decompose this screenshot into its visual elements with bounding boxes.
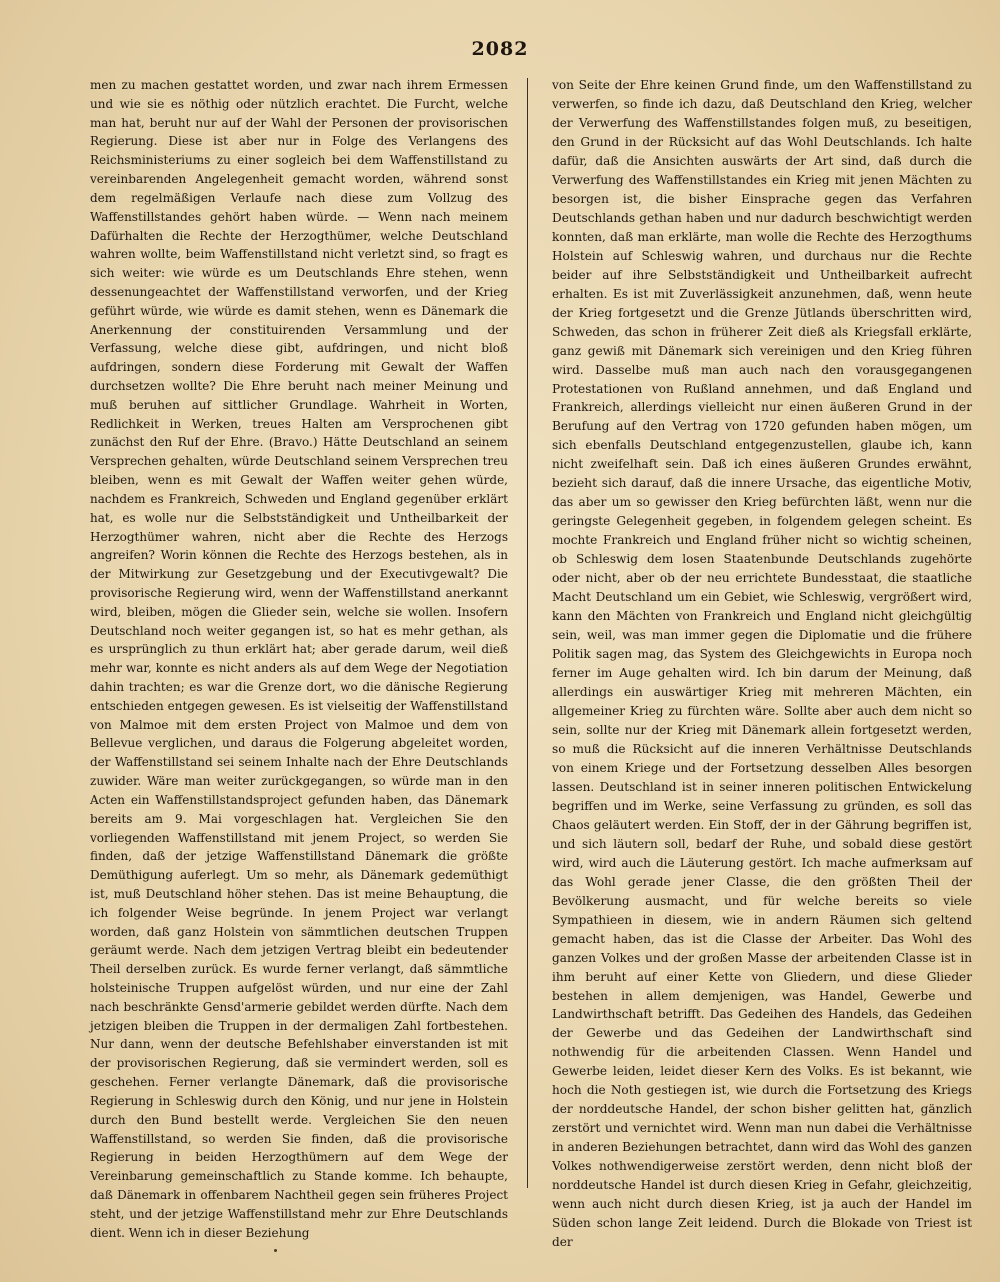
print-speck (274, 1249, 277, 1252)
column-divider (527, 78, 528, 1188)
right-column-text: von Seite der Ehre keinen Grund finde, um den Waffenstillstand zu verwerfen, so finde ich dazu, daß Deutschland den Krieg, welcher der Verwerfung des Waffenstillstandes folgen muß, zu beseitigen, den Grund in der Rücksicht auf das Wohl Deutschlands. Ich halte dafür, daß die Ansichten auswärts der Art sind, daß durch die Verwerfung des Waffenstillstandes ein Krieg mit jenen Mächten zu besorgen ist, die bisher Einsprache gegen das Verfahren Deutschlands gethan haben und nur dadurch beschwichtigt werden konnten, daß man erklärte, man wolle die Rechte des Herzogthums Holstein auf Schleswig wahren, und durchaus nur die Rechte beider auf ihre Selbstständigkeit und Untheilbarkeit aufrecht erhalten. Es ist mit Zuverlässigkeit anzunehmen, daß, wenn heute der Krieg fortgesetzt und die Grenze Jütlands überschritten wird, Schweden, das schon in früherer Zeit dieß als Kriegsfall erklärte, ganz gewiß mit Dänemark sich vereinigen und den Krieg führen wird. Dasselbe muß man auch nach den vorausgegangenen Protestationen von Rußland annehmen, und daß England und Frankreich, allerdings vielleicht nur einen äußeren Grund in der Berufung auf den Vertrag von 1720 gefunden haben mögen, um sich ebenfalls Deutschland entgegenzustellen, glaube ich, kann nicht zweifelhaft sein. Daß ich eines äußeren Grundes erwähnt, bezieht sich darauf, daß die innere Ursache, das eigentliche Motiv, das aber um so gewisser den Krieg befürchten läßt, wenn nur die geringste Gelegenheit gegeben, in folgendem gelegen scheint. Es mochte Frankreich und England früher nicht so wichtig scheinen, ob Schleswig dem losen Staatenbunde Deutschlands zugehörte oder nicht, aber ob der neu errichtete Bundesstaat, die staatliche Macht Deutschland um ein Gebiet, wie Schleswig, vergrößert wird, kann den Mächten von Frankreich und England nicht gleichgültig sein, weil, was man immer gegen die Diplomatie und die frühere Politik sagen mag, das System des Gleichgewichts in Europa noch ferner im Auge gehalten wird. Ich bin darum der Meinung, daß allerdings ein auswärtiger Krieg mit mehreren Mächten, ein allgemeiner Krieg zu fürchten wäre. Sollte aber auch dem nicht so sein, sollte nur der Krieg mit Dänemark allein fortgesetzt werden, so muß die Rücksicht auf die inneren Verhältnisse Deutschlands von einem Kriege und der Fortsetzung desselben Alles besorgen lassen. Deutschland ist in seiner inneren politischen Entwickelung begriffen und im Werke, seine Verfassung zu gründen, es soll das Chaos geläutert werden. Ein Stoff, der in der Gährung begriffen ist, und sich läutern soll, bedarf der Ruhe, und sobald diese gestört wird, wird auch die Läuterung gestört. Ich mache aufmerksam auf das Wohl gerade jener Classe, die den größten Theil der Bevölkerung ausmacht, und für welche bereits so viele Sympathieen in diesem, wie in andern Räumen sich geltend gemacht haben, das ist die Classe der Arbeiter. Das Wohl des ganzen Volkes und der großen Masse der arbeitenden Classe ist in ihm beruht auf einer Kette von Gliedern, und diese Glieder bestehen in allem demjenigen, was Handel, Gewerbe und Landwirthschaft betrifft. Das Gedeihen des Handels, das Gedeihen der Gewerbe und das Gedeihen der Landwirthschaft sind nothwendig für die arbeitenden Classen. Wenn Handel und Gewerbe leiden, leidet dieser Kern des Volks. Es ist bekannt, wie hoch die Noth gestiegen ist, wie durch die Fortsetzung des Kriegs der norddeutsche Handel, der schon bisher gelitten hat, gänzlich zerstört und vernichtet wird. Wenn man nun dabei die Verhältnisse in anderen Beziehungen betrachtet, dann wird das Wohl des ganzen Volkes nothwendigerweise zerstört werden, denn nicht bloß der norddeutsche Handel ist durch diesen Krieg in Gefahr, gleichzeitig, wenn auch nicht durch diesen Krieg, ist ja auch der Handel im Süden schon lange Zeit leidend. Durch die Blokade von Triest ist der (552, 78, 972, 1250)
left-column-text: men zu machen gestattet worden, und zwar nach ihrem Ermessen und wie sie es nöthig oder nützlich erachtet. Die Furcht, welche man hat, beruht nur auf der Wahl der Personen der provisorischen Regierung. Diese ist aber nur in Folge des Verlangens des Reichsministeriums zu einer sogleich bei dem Waffenstillstand zu vereinbarenden Angelegenheit gemacht worden, während sonst dem regelmäßigen Verlaufe nach diese zum Vollzug des Waffenstillstandes gehört haben würde. — Wenn nach meinem Dafürhalten die Rechte der Herzogthümer, welche Deutschland wahren wollte, beim Waffenstillstand nicht verletzt sind, so fragt es sich weiter: wie würde es um Deutschlands Ehre stehen, wenn dessenungeachtet der Waffenstillstand verworfen, und der Krieg geführt würde, wie würde es damit stehen, wenn es Dänemark die Anerkennung der constituirenden Versammlung und der Verfassung, welche diese gibt, aufdringen, und nicht bloß aufdringen, sondern diese Forderung mit Gewalt der Waffen durchsetzen wollte? Die Ehre beruht nach meiner Meinung und muß beruhen auf sittlicher Grundlage. Wahrheit in Worten, Redlichkeit in Werken, treues Halten am Versprochenen gibt zunächst den Ruf der Ehre. (Bravo.) Hätte Deutschland an seinem Versprechen gehalten, würde Deutschland seinem Versprechen treu bleiben, wenn es mit Gewalt der Waffen weiter gehen würde, nachdem es Frankreich, Schweden und England gegenüber erklärt hat, es wolle nur die Selbstständigkeit und Untheilbarkeit der Herzogthümer wahren, nicht aber die Rechte des Herzogs angreifen? Worin können die Rechte des Herzogs bestehen, als in der Mitwirkung zur Gesetzgebung und der Executivgewalt? Die provisorische Regierung wird, wenn der Waffenstillstand anerkannt wird, bleiben, mögen die Glieder sein, welche sie wollen. Insofern Deutschland noch weiter gegangen ist, so hat es mehr gethan, als es ursprünglich zu thun erklärt hat; aber gerade darum, weil dieß mehr war, konnte es nicht anders als auf dem Wege der Negotiation dahin trachten; es war die Grenze dort, wo die dänische Regierung entschieden entgegen gewesen. Es ist vielseitig der Waffenstillstand von Malmoe mit dem ersten Project von Malmoe und dem von Bellevue verglichen, und daraus die Folgerung abgeleitet worden, der Waffenstillstand sei seinem Inhalte nach der Ehre Deutschlands zuwider. Wäre man weiter zurückgegangen, so würde man in den Acten ein Waffenstillstandsproject gefunden haben, das Dänemark bereits am 9. Mai vorgeschlagen hat. Vergleichen Sie den vorliegenden Waffenstillstand mit jenem Project, so werden Sie finden, daß der jetzige Waffenstillstand Dänemark die größte Demüthigung auferlegt. Um so mehr, als Dänemark gedemüthigt ist, muß Deutschland höher stehen. Das ist meine Behauptung, die ich folgender Weise begründe. In jenem Project war verlangt worden, daß ganz Holstein von sämmtlichen deutschen Truppen geräumt werde. Nach dem jetzigen Vertrag bleibt ein bedeutender Theil derselben zurück. Es wurde ferner verlangt, daß sämmtliche holsteinische Truppen aufgelöst würden, und nur eine der Zahl nach beschränkte Gensd'armerie gebildet werden dürfte. Nach dem jetzigen bleiben die Truppen in der dermaligen Zahl fortbestehen. Nur dann, wenn der deutsche Befehlshaber einverstanden ist mit der provisorischen Regierung, daß sie vermindert werden, soll es geschehen. Ferner verlangte Dänemark, daß die provisorische Regierung in Schleswig durch den König, und nur jene in Holstein durch den Bund bestellt werde. Vergleichen Sie den neuen Waffenstillstand, so werden Sie finden, daß die provisorische Regierung in beiden Herzogthümern auf dem Wege der Vereinbarung gemeinschaftlich zu Stande komme. Ich behaupte, daß Dänemark in offenbarem Nachtheil gegen sein früheres Project steht, und der jetzige Waffenstillstand mehr zur Ehre Deutschlands dient. Wenn ich in dieser Beziehung (90, 78, 508, 1240)
page-number: 2082 (471, 38, 529, 60)
